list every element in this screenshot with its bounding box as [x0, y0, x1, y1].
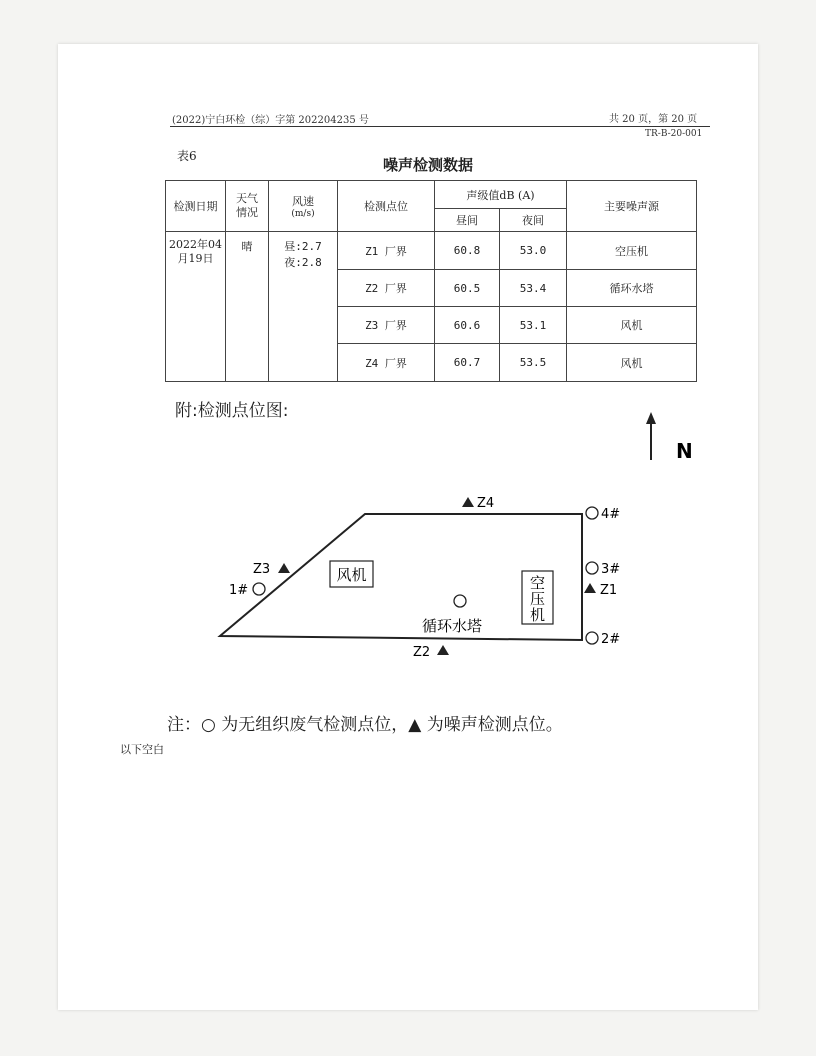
compressor-label-2: 压 [529, 590, 546, 608]
source-z4: 风机 [567, 344, 697, 382]
source-z2: 循环水塔 [567, 270, 697, 307]
source-z1: 空压机 [567, 232, 697, 270]
tower-circle-icon [454, 595, 466, 607]
compressor-label-3: 机 [529, 606, 546, 624]
legend-note: 注：○ 为无组织废气检测点位，▲ 为噪声检测点位。 [167, 715, 563, 735]
point-1-label: 1# [229, 583, 249, 598]
z4-label: Z4 [477, 496, 495, 511]
night-z3: 53.1 [500, 307, 567, 344]
day-z4: 60.7 [435, 344, 500, 382]
z3-label: Z3 [253, 562, 271, 577]
report-number: (2022)宁白环检（综）字第 202204235 号 [172, 115, 369, 126]
night-z1: 53.0 [500, 232, 567, 270]
day-z1: 60.8 [435, 232, 500, 270]
header-weather: 天气情况 [226, 181, 269, 232]
form-code: TR-B-20-001 [645, 129, 703, 139]
point-z3: Z3 厂界 [338, 307, 435, 344]
z1-label: Z1 [600, 583, 618, 598]
night-z2: 53.4 [500, 270, 567, 307]
header-day: 昼间 [435, 209, 500, 232]
source-z3: 风机 [567, 307, 697, 344]
header-date: 检测日期 [166, 181, 226, 232]
point-z2: Z2 厂界 [338, 270, 435, 307]
z2-triangle-icon [437, 645, 449, 655]
table-title: 噪声检测数据 [383, 156, 474, 174]
weather-value: 晴 [226, 232, 269, 382]
point-1-circle-icon [253, 583, 265, 595]
appendix-title: 附:检测点位图: [175, 401, 289, 421]
point-4-label: 4# [601, 507, 621, 522]
day-z3: 60.6 [435, 307, 500, 344]
z4-triangle-icon [462, 497, 474, 507]
header-noise-source: 主要噪声源 [567, 181, 697, 232]
point-z1: Z1 厂界 [338, 232, 435, 270]
z3-triangle-icon [278, 563, 290, 573]
point-4-circle-icon [586, 507, 598, 519]
z2-label: Z2 [413, 645, 431, 660]
page-info: 共 20 页，第 20 页 [609, 114, 698, 125]
point-z4: Z4 厂界 [338, 344, 435, 382]
wind-speed-value: 昼:2.7 夜:2.8 [269, 232, 338, 382]
point-3-circle-icon [586, 562, 598, 574]
header-night: 夜间 [500, 209, 567, 232]
test-date: 2022年04月19日 [166, 232, 226, 382]
header-wind-speed: 风速 (m/s) [269, 181, 338, 232]
north-arrow-icon [646, 412, 656, 460]
tower-label: 循环水塔 [421, 617, 483, 635]
point-3-label: 3# [601, 562, 621, 577]
header-point: 检测点位 [338, 181, 435, 232]
blank-below-note: 以下空白 [120, 743, 164, 756]
north-label: N [676, 439, 693, 463]
point-2-circle-icon [586, 632, 598, 644]
header-sound-level: 声级值dB (A) [435, 181, 567, 209]
z1-triangle-icon [584, 583, 596, 593]
day-z2: 60.5 [435, 270, 500, 307]
fan-label: 风机 [336, 566, 367, 584]
night-z4: 53.5 [500, 344, 567, 382]
compressor-label-1: 空 [529, 574, 546, 592]
table-label: 表6 [177, 149, 197, 163]
point-2-label: 2# [601, 632, 621, 647]
